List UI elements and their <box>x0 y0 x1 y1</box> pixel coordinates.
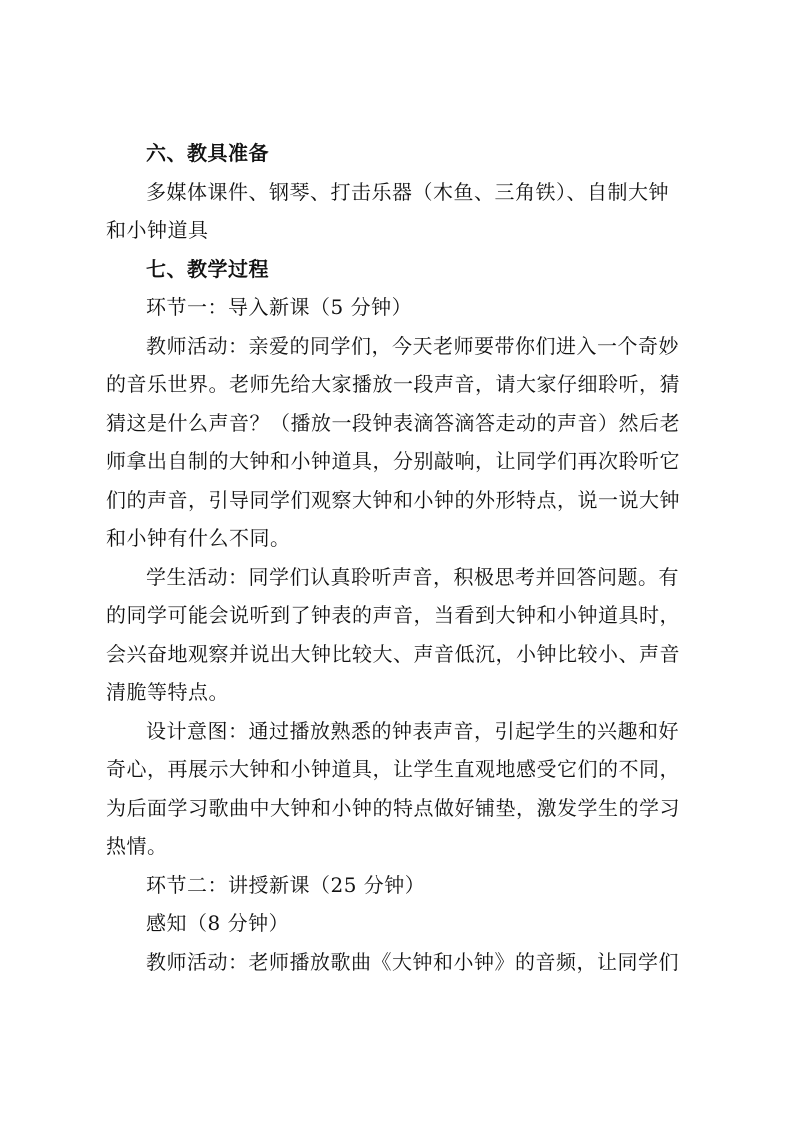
document-page <box>106 134 698 981</box>
paragraph-line: 的音乐世界。老师先给大家播放一段声音，请大家仔细聆听，猜 <box>106 372 680 396</box>
paragraph-line: 多媒体课件、钢琴、打击乐器（木鱼、三角铁）、自制大钟 <box>146 179 669 204</box>
paragraph-line: 为后面学习歌曲中大钟和小钟的特点做好铺垫，激发学生的学习 <box>106 795 680 820</box>
paragraph-line: 热情。 <box>106 834 168 858</box>
paragraph-line: 的同学可能会说听到了钟表的声音，当看到大钟和小钟道具时， <box>106 603 680 627</box>
paragraph-line: 教师活动：老师播放歌曲《大钟和小钟》的音频，让同学们 <box>146 949 679 974</box>
subsection-heading-perception: 感知（8 分钟） <box>146 911 290 935</box>
paragraph-line: 和小钟道具 <box>106 218 209 242</box>
paragraph-line: 会兴奋地观察并说出大钟比较大、声音低沉，小钟比较小、声音 <box>106 641 680 666</box>
paragraph-line: 设计意图：通过播放熟悉的钟表声音，引起学生的兴趣和好 <box>146 718 679 743</box>
section-heading-teaching-process: 七、教学过程 <box>146 256 269 281</box>
paragraph-line: 清脆等特点。 <box>106 680 229 704</box>
section-heading-teaching-aids: 六、教具准备 <box>146 141 269 165</box>
paragraph-line: 和小钟有什么不同。 <box>106 526 291 550</box>
paragraph-line: 们的声音，引导同学们观察大钟和小钟的外形特点，说一说大钟 <box>106 487 680 512</box>
paragraph-line: 学生活动：同学们认真聆听声音，积极思考并回答问题。有 <box>146 564 679 589</box>
subsection-heading-step-two: 环节二：讲授新课（25 分钟） <box>146 872 426 897</box>
paragraph-line: 教师活动：亲爱的同学们，今天老师要带你们进入一个奇妙 <box>146 333 679 358</box>
paragraph-line: 师拿出自制的大钟和小钟道具，分别敲响，让同学们再次聆听它 <box>106 449 680 473</box>
subsection-heading-step-one: 环节一：导入新课（5 分钟） <box>146 295 413 319</box>
paragraph-line: 猜这是什么声音？（播放一段钟表滴答滴答走动的声音）然后老 <box>106 410 680 435</box>
paragraph-line: 奇心，再展示大钟和小钟道具，让学生直观地感受它们的不同， <box>106 757 680 781</box>
